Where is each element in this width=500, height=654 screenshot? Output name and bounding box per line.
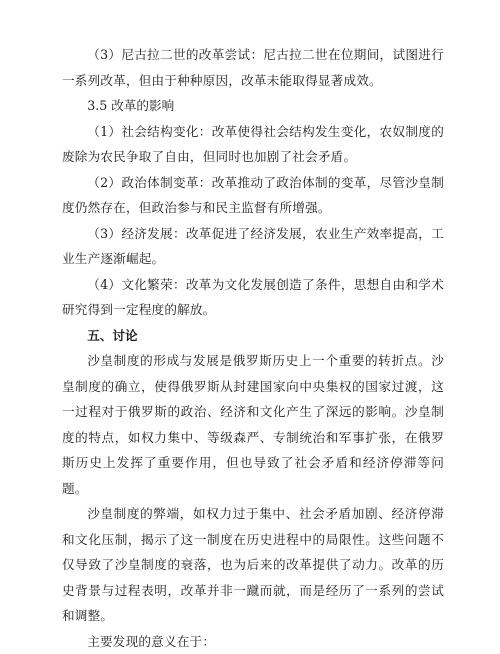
paragraph-main-findings: 主要发现的意义在于： (62, 629, 444, 654)
section-heading-reform-impact: 3.5 改革的影响 (62, 93, 444, 119)
paragraph-tsarist-drawbacks: 沙皇制度的弊端，如权力过于集中、社会矛盾加剧、经济停滞和文化压制，揭示了这一制度在历史进程中的局限性。这些问题不仅导致了沙皇制度的衰落，也为后来的改革提供了动力。改革的历史背景与过程表明，改革并非一蹴而就，而是经历了一系列的尝试和调整。 (62, 501, 444, 629)
paragraph-nicholas-reform: （3）尼古拉二世的改革尝试：尼古拉二世在位期间，试图进行一系列改革，但由于种种原因，改革未能取得显著成效。 (62, 42, 444, 93)
section-heading-discussion: 五、讨论 (62, 323, 444, 349)
document-page (62, 42, 444, 654)
paragraph-political-system: （2）政治体制变革：改革推动了政治体制的变革，尽管沙皇制度仍然存在，但政治参与和民主监督有所增强。 (62, 170, 444, 221)
paragraph-social-structure: （1）社会结构变化：改革使得社会结构发生变化，农奴制度的废除为农民争取了自由，但同时也加剧了社会矛盾。 (62, 119, 444, 170)
paragraph-cultural-prosperity: （4）文化繁荣：改革为文化发展创造了条件，思想自由和学术研究得到一定程度的解放。 (62, 272, 444, 323)
paragraph-tsarist-formation: 沙皇制度的形成与发展是俄罗斯历史上一个重要的转折点。沙皇制度的确立，使得俄罗斯从封建国家向中央集权的国家过渡，这一过程对于俄罗斯的政治、经济和文化产生了深远的影响。沙皇制度的特点，如权力集中、等级森严、专制统治和军事扩张，在俄罗斯历史上发挥了重要作用，但也导致了社会矛盾和经济停滞等问题。 (62, 348, 444, 501)
paragraph-economic-development: （3）经济发展：改革促进了经济发展，农业生产效率提高，工业生产逐渐崛起。 (62, 221, 444, 272)
